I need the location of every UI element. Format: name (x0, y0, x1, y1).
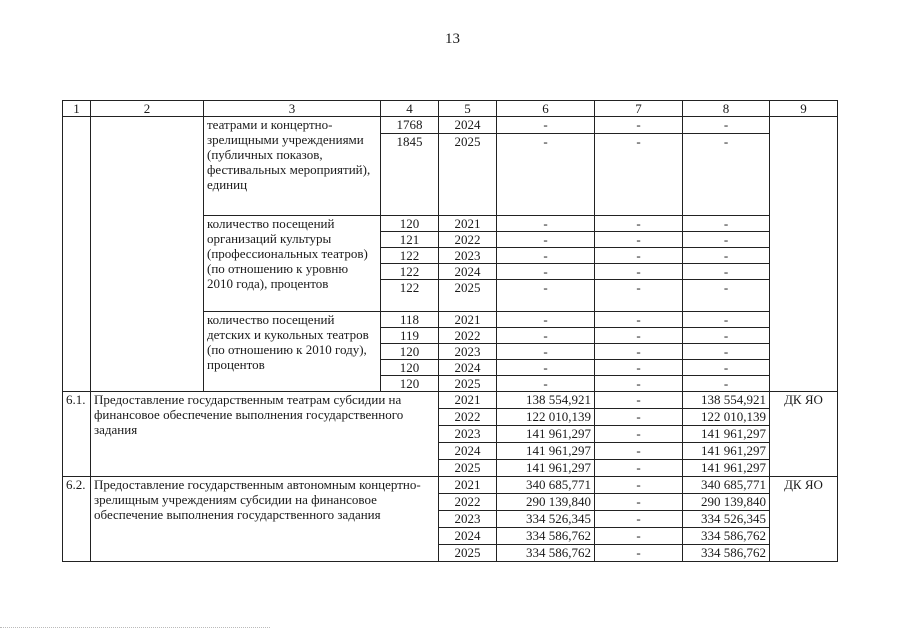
year-cell: 2024 (439, 528, 497, 545)
value-cell: - (595, 248, 683, 264)
target-value: 120 (381, 376, 439, 392)
year-cell: 2025 (439, 460, 497, 477)
amount-cell: - (595, 528, 683, 545)
value-cell: - (497, 328, 595, 344)
value-cell: - (683, 312, 770, 328)
blank-cell (770, 117, 838, 392)
executor-cell: ДК ЯО (770, 477, 838, 562)
target-value: 1845 (381, 134, 439, 216)
header-row (63, 101, 838, 117)
amount-cell: 334 586,762 (497, 545, 595, 562)
value-cell: - (497, 376, 595, 392)
value-cell: - (497, 232, 595, 248)
value-cell: - (497, 312, 595, 328)
amount-cell: 290 139,840 (497, 494, 595, 511)
year-cell: 2023 (439, 426, 497, 443)
year-cell: 2025 (439, 134, 497, 216)
value-cell: - (595, 360, 683, 376)
value-cell: - (595, 264, 683, 280)
value-cell: - (595, 117, 683, 134)
blank-cell (63, 117, 91, 392)
value-cell: - (595, 134, 683, 216)
amount-cell: - (595, 443, 683, 460)
amount-cell: - (595, 426, 683, 443)
header-cell: 5 (439, 101, 497, 117)
amount-cell: 340 685,771 (497, 477, 595, 494)
year-cell: 2021 (439, 392, 497, 409)
target-value: 120 (381, 216, 439, 232)
value-cell: - (595, 328, 683, 344)
value-cell: - (595, 216, 683, 232)
amount-cell: - (595, 392, 683, 409)
measure-text: Предоставление государственным театрам субсидии на финансовое обеспечение выполнения государственного задания (91, 392, 439, 477)
value-cell: - (683, 280, 770, 312)
amount-cell: 290 139,840 (683, 494, 770, 511)
amount-cell: - (595, 409, 683, 426)
target-value: 120 (381, 344, 439, 360)
amount-cell: 141 961,297 (683, 426, 770, 443)
amount-cell: 340 685,771 (683, 477, 770, 494)
amount-cell: 138 554,921 (683, 392, 770, 409)
target-value: 1768 (381, 117, 439, 134)
year-cell: 2022 (439, 232, 497, 248)
amount-cell: 138 554,921 (497, 392, 595, 409)
value-cell: - (683, 216, 770, 232)
value-cell: - (683, 264, 770, 280)
header-cell: 8 (683, 101, 770, 117)
table-row (63, 477, 838, 494)
header-cell: 3 (204, 101, 381, 117)
value-cell: - (497, 248, 595, 264)
page-number: 13 (445, 31, 460, 47)
amount-cell: 334 586,762 (497, 528, 595, 545)
header-cell: 2 (91, 101, 204, 117)
program-table (62, 100, 838, 562)
target-value: 122 (381, 264, 439, 280)
amount-cell: 122 010,139 (497, 409, 595, 426)
blank-cell (91, 117, 204, 392)
target-value: 122 (381, 280, 439, 312)
year-cell: 2024 (439, 360, 497, 376)
value-cell: - (595, 312, 683, 328)
executor-cell: ДК ЯО (770, 392, 838, 477)
header-cell: 7 (595, 101, 683, 117)
value-cell: - (683, 248, 770, 264)
amount-cell: - (595, 460, 683, 477)
year-cell: 2022 (439, 328, 497, 344)
year-cell: 2022 (439, 409, 497, 426)
year-cell: 2024 (439, 443, 497, 460)
year-cell: 2025 (439, 545, 497, 562)
amount-cell: 334 526,345 (497, 511, 595, 528)
year-cell: 2025 (439, 280, 497, 312)
amount-cell: - (595, 477, 683, 494)
target-value: 121 (381, 232, 439, 248)
indicator-text: театрами и концертно-зрелищными учреждениями (публичных показов, фестивальных мероприятий), единиц (204, 117, 381, 216)
value-cell: - (497, 117, 595, 134)
year-cell: 2021 (439, 216, 497, 232)
value-cell: - (683, 376, 770, 392)
table-row (63, 392, 838, 409)
indicator-text: количество посещений детских и кукольных театров (по отношению к 2010 году), процентов (204, 312, 381, 392)
table-row (63, 117, 838, 134)
value-cell: - (497, 280, 595, 312)
value-cell: - (595, 232, 683, 248)
value-cell: - (497, 216, 595, 232)
amount-cell: 122 010,139 (683, 409, 770, 426)
header-cell: 9 (770, 101, 838, 117)
year-cell: 2024 (439, 264, 497, 280)
target-value: 118 (381, 312, 439, 328)
value-cell: - (497, 360, 595, 376)
measure-text: Предоставление государственным автономным концертно-зрелищным учреждениям субсидии на финансовое обеспечение выполнения государственного задания (91, 477, 439, 562)
value-cell: - (497, 264, 595, 280)
item-number: 6.1. (63, 392, 91, 477)
value-cell: - (683, 328, 770, 344)
target-value: 122 (381, 248, 439, 264)
header-cell: 4 (381, 101, 439, 117)
amount-cell: 141 961,297 (683, 443, 770, 460)
amount-cell: - (595, 511, 683, 528)
value-cell: - (595, 344, 683, 360)
value-cell: - (683, 344, 770, 360)
year-cell: 2024 (439, 117, 497, 134)
amount-cell: 141 961,297 (497, 443, 595, 460)
scan-edge-line (0, 627, 270, 628)
year-cell: 2021 (439, 312, 497, 328)
indicator-text: количество посещений организаций культуры (профессиональных театров) (по отношению к уровню 2010 года), процентов (204, 216, 381, 312)
amount-cell: 141 961,297 (683, 460, 770, 477)
amount-cell: 141 961,297 (497, 460, 595, 477)
year-cell: 2023 (439, 248, 497, 264)
amount-cell: 141 961,297 (497, 426, 595, 443)
value-cell: - (595, 376, 683, 392)
value-cell: - (497, 344, 595, 360)
amount-cell: 334 586,762 (683, 528, 770, 545)
year-cell: 2021 (439, 477, 497, 494)
value-cell: - (683, 232, 770, 248)
year-cell: 2022 (439, 494, 497, 511)
amount-cell: - (595, 494, 683, 511)
target-value: 119 (381, 328, 439, 344)
year-cell: 2023 (439, 344, 497, 360)
amount-cell: 334 526,345 (683, 511, 770, 528)
header-cell: 6 (497, 101, 595, 117)
value-cell: - (683, 360, 770, 376)
value-cell: - (595, 280, 683, 312)
value-cell: - (683, 134, 770, 216)
amount-cell: 334 586,762 (683, 545, 770, 562)
header-cell: 1 (63, 101, 91, 117)
value-cell: - (497, 134, 595, 216)
amount-cell: - (595, 545, 683, 562)
value-cell: - (683, 117, 770, 134)
target-value: 120 (381, 360, 439, 376)
item-number: 6.2. (63, 477, 91, 562)
year-cell: 2025 (439, 376, 497, 392)
year-cell: 2023 (439, 511, 497, 528)
